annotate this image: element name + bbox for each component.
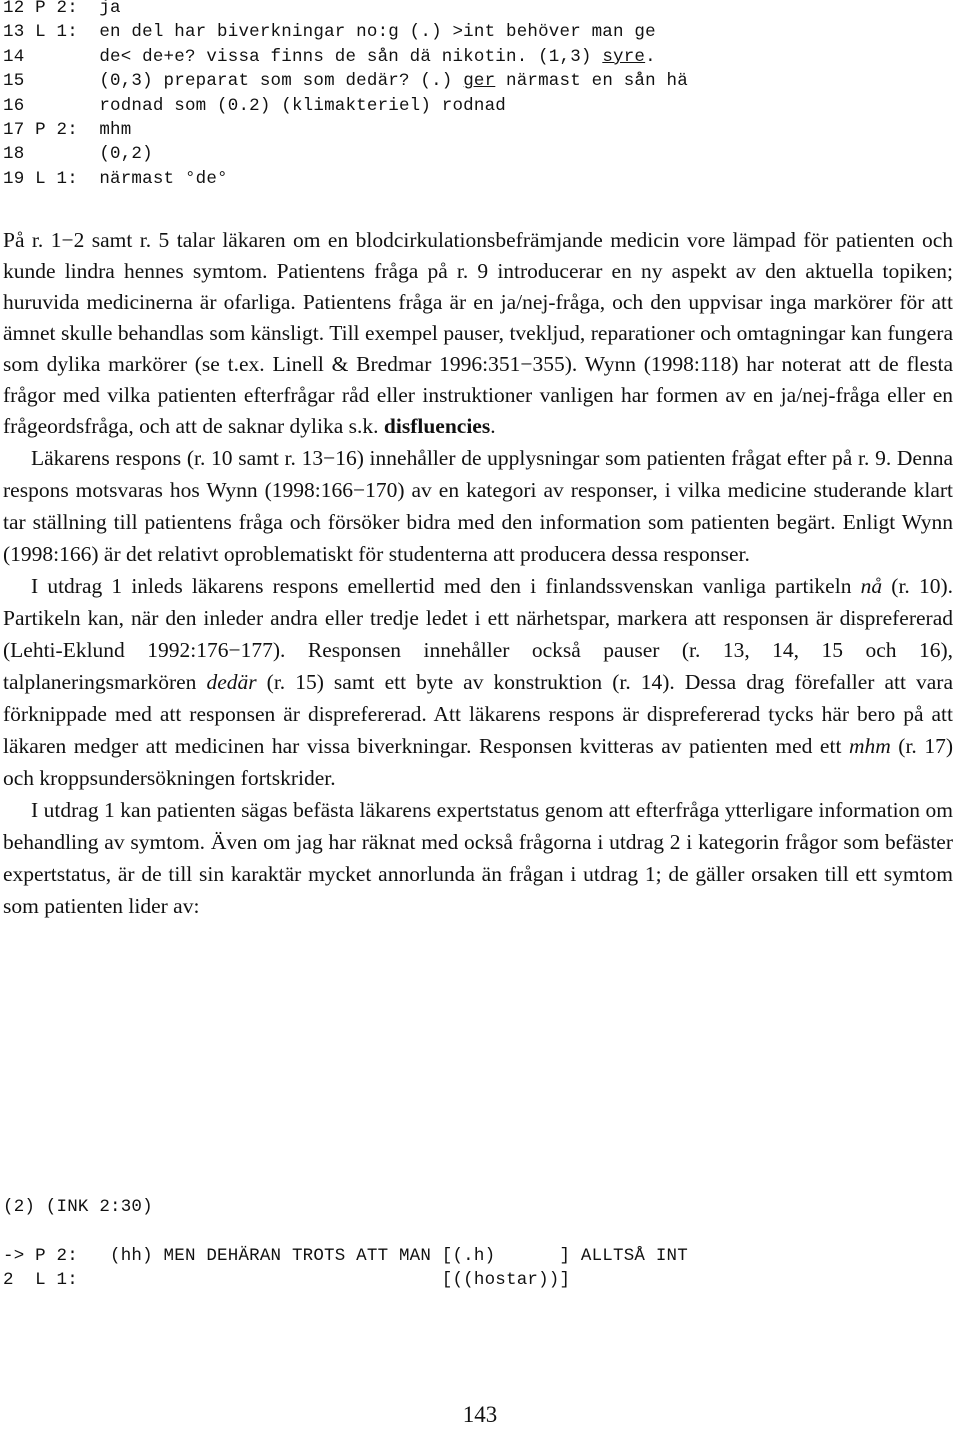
italic-term-dedar: dedär <box>206 670 257 694</box>
utterance-text: . <box>645 46 656 67</box>
transcript-excerpt-2 <box>3 1244 953 1293</box>
line-number: 19 <box>3 168 25 189</box>
paragraph-2: Läkarens respons (r. 10 samt r. 13−16) innehåller de upplysningar som patienten frågat efter på r. 9. Denna respons motsvaras hos Wynn (1998:166−170) av en kategori av responser, i vilka medicine studerande klart tar ställning till patientens fråga och försöker bidra med den information som patienten begärt. Enligt Wynn (1998:166) är det relativt oproblematiskt för studenterna att producera dessa responser. <box>3 446 953 566</box>
speaker-label: L 1: <box>35 1270 78 1291</box>
body-text <box>3 225 953 922</box>
paragraph-3: I utdrag 1 inleds läkarens respons emellertid med den i finlandssvenskan vanliga partikeln nå (r. 10). Partikeln kan, när den inleder andra eller tredje ledet i ett närhetspar, markera att responsen är disprefererad (Lehti-Eklund 1992:176−177). Responsen innehåller också pauser (r. 13, 14, 15 och 16), talplaneringsmarkören dedär (r. 15) samt ett byte av konstruktion (r. 14). Dessa drag förefaller att vara förknippade med att responsen är disprefererad. Att läkarens respons är disprefererad tycks här bero på att läkaren medger att medicinen har vissa biverkningar. Responsen kvitteras av patienten med ett mhm (r. 17) och kroppsundersökningen fortskrider. <box>3 574 953 790</box>
line-number: 14 <box>3 46 25 67</box>
italic-term-mhm: mhm <box>848 734 891 758</box>
speaker-label: P 2: <box>35 1246 78 1266</box>
transcript-line <box>3 0 953 20</box>
utterance-text: (hh) MEN DEHÄRAN TROTS ATT MAN [(.h) ] ALLTSÅ INT <box>77 1246 688 1266</box>
utterance-text: närmast °de° <box>99 168 228 189</box>
utterance-text: (0,3) preparat som som dedär? (.) <box>99 71 464 92</box>
line-number: -> <box>3 1246 25 1266</box>
transcript-excerpt-1-continued <box>3 0 953 191</box>
utterance-text: (0,2) <box>99 144 153 165</box>
line-number: 15 <box>3 71 25 92</box>
speaker-label: P 2: <box>35 120 78 141</box>
paragraph-1: På r. 1−2 samt r. 5 talar läkaren om en blodcirkulationsbefrämjande medicin vore lämpad för patienten och kunde lindra hennes symtom. Patientens fråga på r. 9 introducerar en ny aspekt av den aktuella topiken; huruvida medicinerna är ofarliga. Patientens fråga är en ja/nej-fråga, och den uppvisar inga markörer för att ämnet skulle behandlas som känsligt. Till exempel pauser, tvekljud, reparationer och omtagningar kan fungera som dylika markörer (se t.ex. Linell & Bredmar 1996:351−355). Wynn (1998:118) har noterat att de flesta frågor med vilka patienten efterfrågar råd eller instruktioner vanligen har formen av en ja/nej-fråga eller en frågeordsfråga, och att de saknar dylika s.k. disfluencies. <box>3 228 953 438</box>
line-number: 2 <box>3 1270 14 1291</box>
page-number: 143 <box>462 1402 498 1427</box>
transcript-line <box>3 20 953 44</box>
excerpt-2-label: (2) (INK 2:30) <box>3 1197 153 1217</box>
line-number: 17 <box>3 120 25 141</box>
transcript-line <box>3 45 953 69</box>
line-number: 12 <box>3 0 25 18</box>
speaker-label: P 2: <box>35 0 78 18</box>
transcript-line <box>3 1244 953 1268</box>
utterance-text: de< de+e? vissa finns de sån dä nikotin. (1,3) <box>99 46 603 67</box>
utterance-text: rodnad som (0.2) (klimakteriel) rodnad <box>99 95 506 116</box>
stressed-word: ger <box>463 71 496 92</box>
utterance-text: ja <box>99 0 121 18</box>
paragraph-4: I utdrag 1 kan patienten sägas befästa läkarens expertstatus genom att efterfråga ytterligare information om behandling av symtom. Även om jag har räknat med också frågorna i utdrag 2 i kategorin frågor som befäster expertstatus, är de till sin karaktär mycket annorlunda än frågan i utdrag 1; de gäller orsaken till ett symtom som patienten lider av: <box>3 798 953 918</box>
transcript-line <box>3 94 953 118</box>
transcript-line <box>3 69 953 93</box>
line-number: 13 <box>3 22 25 43</box>
transcript-line <box>3 142 953 166</box>
speaker-label: L 1: <box>35 168 78 189</box>
utterance-text: närmast en sån hä <box>495 71 688 92</box>
utterance-text: [((hostar))] <box>77 1270 571 1291</box>
transcript-line <box>3 118 953 142</box>
italic-term-na: nå <box>860 574 883 598</box>
term-disfluencies: disfluencies <box>383 414 491 438</box>
transcript-line <box>3 167 953 191</box>
speaker-label: L 1: <box>35 22 78 43</box>
utterance-text: mhm <box>99 120 132 141</box>
line-number: 18 <box>3 144 25 165</box>
line-number: 16 <box>3 95 25 116</box>
utterance-text: en del har biverkningar no:g (.) >int behöver man ge <box>99 22 656 43</box>
stressed-word: syre <box>602 46 646 67</box>
transcript-line <box>3 1268 953 1292</box>
